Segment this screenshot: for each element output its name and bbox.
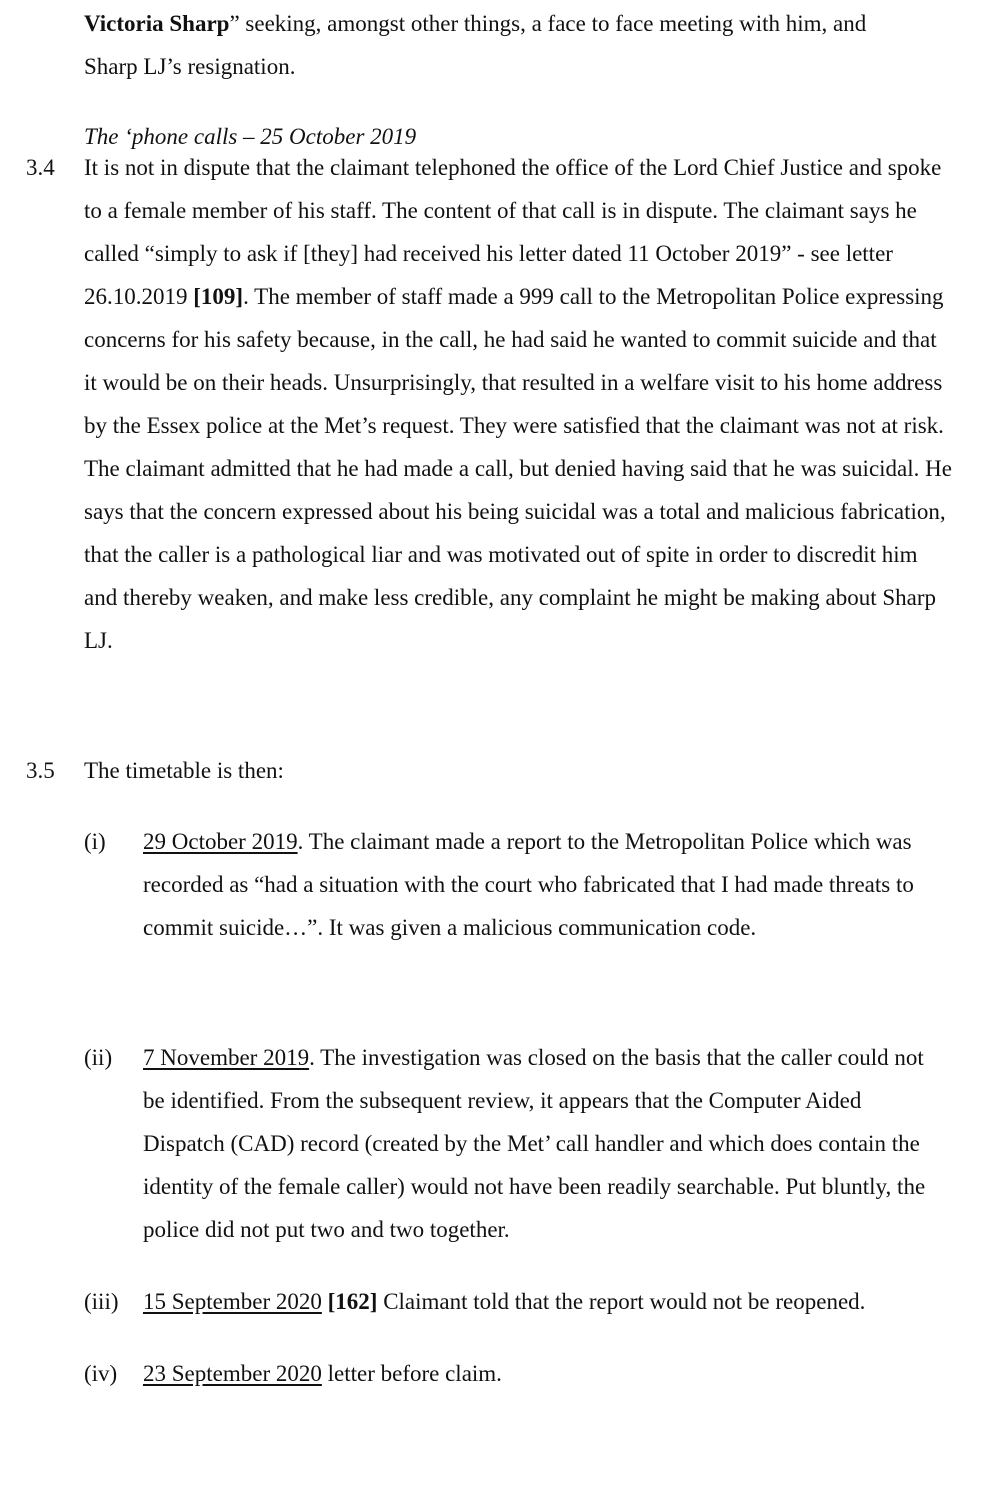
list-item-date: 15 September 2020 — [143, 1289, 322, 1314]
list-item-text: Claimant told that the report would not be reopened. — [377, 1289, 866, 1314]
list-item — [143, 820, 943, 949]
list-item — [143, 1036, 943, 1251]
list-item-label: (iii) — [84, 1289, 119, 1314]
list-item-label: (ii) — [84, 1045, 113, 1070]
list-item-label: (iv) — [84, 1361, 118, 1386]
list-item-date: 29 October 2019 — [143, 829, 298, 854]
list-item-date: 23 September 2020 — [143, 1361, 322, 1386]
list-item-text: . The investigation was closed on the basis that the caller could not be identified. From the subsequent review, it appears that the Computer Aided Dispatch (CAD) record (created by the Met’ call handler and which does contain the identity of the female caller) would not have been readily searchable. Put bluntly, the police did not put two and two together. — [143, 1045, 926, 1242]
paragraph-3-5: The timetable is then: — [84, 758, 284, 783]
paragraph-3-4 — [84, 146, 954, 662]
list-item-text: letter before claim. — [321, 1361, 502, 1386]
intro-line2: Sharp LJ’s resignation. — [84, 54, 296, 79]
list-item-label: (i) — [84, 829, 106, 854]
paragraph-3-4-part1: It is not in dispute that the claimant telephoned the office of the Lord Chief Justice and spoke to a female member of his staff. The content of that call is in dispute. The claimant says he called “simply to ask if [they] had received his letter dated 11 October 2019” - see letter 26.10.2019 — [84, 155, 942, 309]
paragraph-3-4-ref: [109] — [193, 284, 244, 309]
section-heading: The ‘phone calls – 25 October 2019 — [84, 124, 417, 149]
list-item — [143, 1280, 943, 1323]
list-item-text: . The claimant made a report to the Metropolitan Police which was recorded as “had a situation with the court who fabricated that I had made threats to commit suicide…”. It was given a malicious communication code. — [143, 829, 914, 940]
paragraph-number: 3.5 — [26, 758, 55, 783]
intro-line1: ” seeking, amongst other things, a face to face meeting with him, and — [229, 11, 867, 36]
paragraph-number: 3.4 — [26, 155, 55, 180]
list-item-ref: [162] — [327, 1289, 378, 1314]
list-item — [143, 1352, 943, 1395]
intro-paragraph — [84, 2, 954, 88]
intro-bold-name: Victoria Sharp — [84, 11, 230, 36]
list-item-date: 7 November 2019 — [143, 1045, 310, 1070]
paragraph-3-4-part2: . The member of staff made a 999 call to the Metropolitan Police expressing concerns for his safety because, in the call, he had said he wanted to commit suicide and that it would be on their heads. Unsurprisingly, that resulted in a welfare visit to his home address by the Essex police at the Met’s request. They were satisfied that the claimant was not at risk. The claimant admitted that he had made a call, but denied having said that he was suicidal. He says that the concern expressed about his being suicidal was a total and malicious fabrication, that the caller is a pathological liar and was motivated out of spite in order to discredit him and thereby weaken, and make less credible, any complaint he might be making about Sharp LJ. — [84, 284, 952, 653]
